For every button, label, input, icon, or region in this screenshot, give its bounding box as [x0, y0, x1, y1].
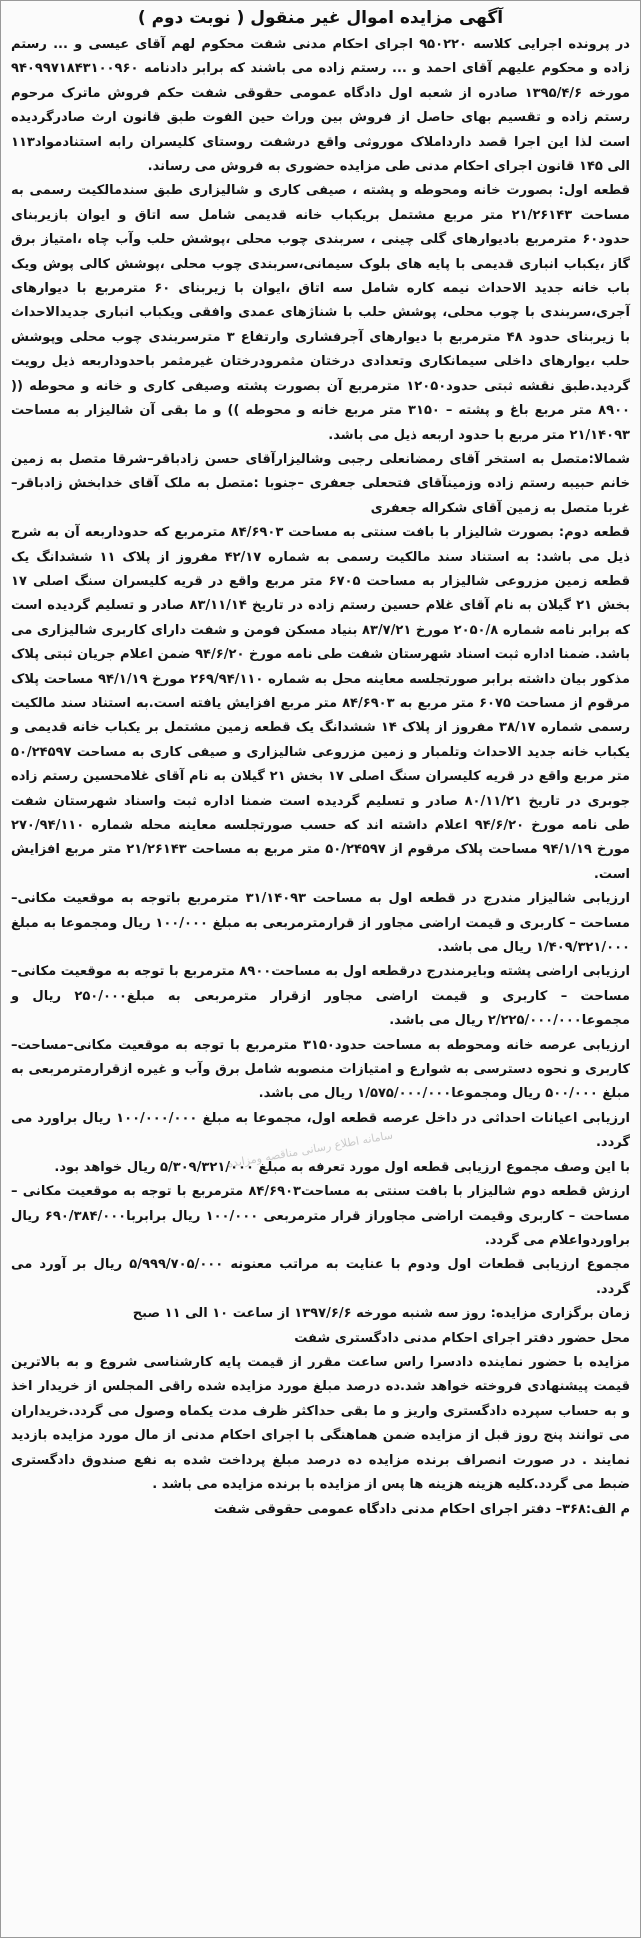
lot1-description: قطعه اول: بصورت خانه ومحوطه و پشته ، صیفی کاری و شالیزاری طبق سندمالکیت رسمی به مساحت ۲۱/۲۶۱۴۳ متر مربع مشتمل بریکباب خانه قدیمی شامل سه اتاق و ایوان بازیربنای حدود۶۰ مترمربع بادیوارهای گلی چینی ، سربندی چوب محلی ،پوشش حلب وآب چاه ،امتیاز برق گاز ،یکباب انباری قدیمی با پایه های بلوک سیمانی،سربندی چوب محلی ،پوشش کالی پوش ویک باب خانه جدید الاحداث نیمه کاره شامل سه اتاق ،ایوان با زیربنای ۶۰ مترمربع با دیوارهای آجری،سربندی با چوب محلی، پوشش حلب با شناژهای عمدی وافقی ویکباب انباری جدیدالاحداث با زیربنای حدود ۴۸ مترمربع با دیوارهای آجرفشاری وارتفاع ۳ مترسربندی چوب محلی وپوشش حلب ،یوارهای داخلی سیمانکاری وتعدادی درختان مثمرودرختان غیرمثمر باحدوداربعه ذیل رویت گردید.طبق نقشه ثبتی حدود۱۲۰۵۰ مترمربع آن بصورت پشته وصیفی کاری و خانه و محوطه (( ۸۹۰۰ متر مربع باغ و پشته – ۳۱۵۰ متر مربع خانه و محوطه )) و ما بقی آن شالیزار به مساحت ۲۱/۱۴۰۹۳ متر مربع با حدود اربعه ذیل می باشد. [11, 183, 631, 443]
valuation-lot2: ارزش قطعه دوم شالیزار با بافت سنتی به مساحت۸۴/۶۹۰۳ مترمربع با توجه به موقعیت مکانی – مساحت – کاربری وقیمت اراضی مجاوراز قرار مترمربعی ۱۰۰/۰۰۰ ریال برابربا۶۹۰/۳۸۴/۰۰۰ ریال براوردواعلام می گردد. [11, 1184, 631, 1248]
lot2-description: قطعه دوم: بصورت شالیزار با بافت سنتی به مساحت ۸۴/۶۹۰۳ مترمربع که حدوداربعه آن به شرح ذیل می باشد: به استناد سند مالکیت رسمی به شماره ۴۲/۱۷ مفروز از پلاک ۱۱ ششدانگ یک قطعه زمین مزروعی شالیزار به مساحت ۶۷۰۵ متر مربع واقع در قریه کلیسران سنگ اصلی ۱۷ بخش ۲۱ گیلان به نام آقای غلام حسین رستم زاده در تاریخ ۸۳/۱۱/۱۴ صادر و تسلیم گردیده است که برابر نامه شماره ۲۰۵۰/۸ مورخ ۸۳/۷/۲۱ بنیاد مسکن فومن و شفت دارای کاربری شالیزاری می باشد. ضمنا اداره ثبت اسناد شهرستان شفت طی نامه مورخ ۹۴/۶/۲۰ ضمن اعلام جریان ثبتی پلاک مذکور بیان داشته برابر صورتجلسه معاینه محل به شماره ۲۶۹/۹۴/۱۱۰ مورخ ۹۴/۱/۱۹ مساحت پلاک مرقوم از مساحت ۶۰۷۵ متر مربع به ۸۴/۶۹۰۳ متر مربع افزایش یافته است.به استناد سند مالکیت رسمی شماره ۳۸/۱۷ مفروز از پلاک ۱۴ ششدانگ یک قطعه زمین مشتمل بر یکباب خانه قدیمی و یکباب خانه جدید الاحداث وتلمبار و زمین مزروعی شالیزاری و صیفی کاری به مساحت ۵۰/۲۴۵۹۷ متر مربع واقع در قریه کلیسران سنگ اصلی ۱۷ بخش ۲۱ گیلان به نام آقای غلامحسین رستم زاده جوبری در تاریخ ۸۰/۱۱/۲۱ صادر و تسلیم گردیده است ضمنا اداره ثبت واسناد شهرستان شفت طی نامه مورخ ۹۴/۶/۲۰ اعلام داشته اند که حسب صورتجلسه معاینه محله شماره ۲۷۰/۹۴/۱۱۰ مورخ ۹۴/۱/۱۹ مساحت پلاک مرقوم از ۵۰/۲۴۵۹۷ متر مربع به مساحت ۲۱/۲۶۱۴۳ متر مربع افزایش است. [11, 525, 631, 882]
notice-title: آگهی مزایده اموال غیر منقول ( نوبت دوم ) [137, 8, 504, 28]
notice-intro: در پرونده اجرایی کلاسه ۹۵۰۲۲۰ اجرای احکام مدنی شفت محکوم لهم آقای عیسی و ... رستم زاده و محکوم علیهم آقای احمد و ... رستم زاده می باشند که برابر دادنامه ۹۴۰۹۹۷۱۸۴۳۱۰۰۹۶۰ مورخه ۱۳۹۵/۴/۶ صادره از شعبه اول دادگاه عمومی حقوقی شفت حکم فروش ماترک مرحوم رستم زاده و تقسیم بهای حاصل از فروش بین وراث حین الفوت طبق قانون ارث صادرگردیده است لذا این اجرا قصد دارداملاک موروثی واقع درشفت روستای کلیسران رابه استنادمواد۱۱۳ الی ۱۴۵ قانون اجرای احکام مدنی طی مزایده حضوری به فروش می رساند. [11, 37, 630, 175]
valuation-total-lot1: با این وصف مجموع ارزیابی قطعه اول مورد تعرفه به مبلغ ۵/۳۰۹/۳۲۱/۰۰۰ ریال خواهد بود. [54, 1159, 630, 1175]
valuation-orchard: ارزیابی اراضی پشته وبایرمندرج درقطعه اول به مساحت۸۹۰۰ مترمربع با توجه به موقعیت مکانی– مساحت – کاربری و قیمت اراضی مجاور ازقرار مترمربعی به مبلغ۲۵۰/۰۰۰ ریال و مجموعا۲/۲۲۵/۰۰۰/۰۰۰ ریال می باشد. [11, 964, 630, 1029]
valuation-buildings: ارزیابی اعیانات احداثی در داخل عرصه قطعه اول، مجموعا به مبلغ ۱۰۰/۰۰۰/۰۰۰ ریال براورد می گردد. [11, 1110, 630, 1151]
auction-terms: مزایده با حضور نماینده دادسرا راس ساعت مقرر از قیمت پایه کارشناسی شروع و به بالاترین قیمت پیشنهادی فروخته خواهد شد.ده درصد مبلغ مورد مزایده شده راقی المجلس از خریدار اخذ و به حساب سپرده دادگستری واریز و ما بقی حداکثر ظرف مدت یکماه وصول می گردد.خریداران می توانند پنج روز قبل از مزایده ضمن هماهنگی با اجرای احکام مدنی از مال مورد مزایده بازدید نمایند . در صورت انصراف برنده مزایده ده درصد مبلغ پرداخت شده به نفع صندوق دادگستری ضبط می گردد.کلیه هزینه هزینه ها پس از مزایده با برنده مزایده می باشد . [11, 1354, 630, 1492]
valuation-grand-total: مجموع ارزیابی قطعات اول ودوم با عنایت به مراتب معنونه ۵/۹۹۹/۷۰۵/۰۰۰ ریال بر آورد می گردد. [11, 1257, 630, 1297]
auction-time: زمان برگزاری مزایده: روز سه شنبه مورخه ۱۳۹۷/۶/۶ از ساعت ۱۰ الی ۱۱ صبح [132, 1306, 630, 1322]
auction-place: محل حضور دفتر اجرای احکام مدنی دادگستری شفت [294, 1330, 630, 1346]
site-watermark: سامانه اطلاع رسانی مناقصه ومزایده [226, 1128, 394, 1171]
notice-signature: م الف:۳۶۸– دفتر اجرای احکام مدنی دادگاه عمومی حقوقی شفت [213, 1502, 630, 1518]
valuation-paddy: ارزیابی شالیزار مندرج در قطعه اول به مساحت ۳۱/۱۴۰۹۳ مترمربع باتوجه به موقعیت مکانی– مساحت – کاربری و قیمت اراضی مجاور از قرارمترمربعی به مبلغ ۱۰۰/۰۰۰ ریال ومجموعا به مبلغ ۱/۴۰۹/۳۲۱/۰۰۰ ریال می باشد. [11, 891, 630, 956]
valuation-yard: ارزیابی عرصه خانه ومحوطه به مساحت حدود۳۱۵۰ مترمربع با توجه به موقعیت مکانی–مساحت–کاربری و نحوه دسترسی به شوارع و امتیازات منصوبه شامل برق وآب و غیره ازقرارمترمربعی به مبلغ ۵۰۰/۰۰۰ ریال ومجموعا۱/۵۷۵/۰۰۰/۰۰۰ ریال می باشد. [11, 1037, 630, 1102]
lot1-boundaries: شمالا:متصل به استخر آقای رمضانعلی رجبی وشالیزارآقای حسن زادباقر–شرقا متصل به زمین خانم حبیبه رستم زاده وزمینآقای فتحعلی جعفری –جنوبا :متصل به ملک آقای خدابخش زادباقر–غربا متصل به زمین آقای شکراله جعفری [11, 451, 630, 516]
